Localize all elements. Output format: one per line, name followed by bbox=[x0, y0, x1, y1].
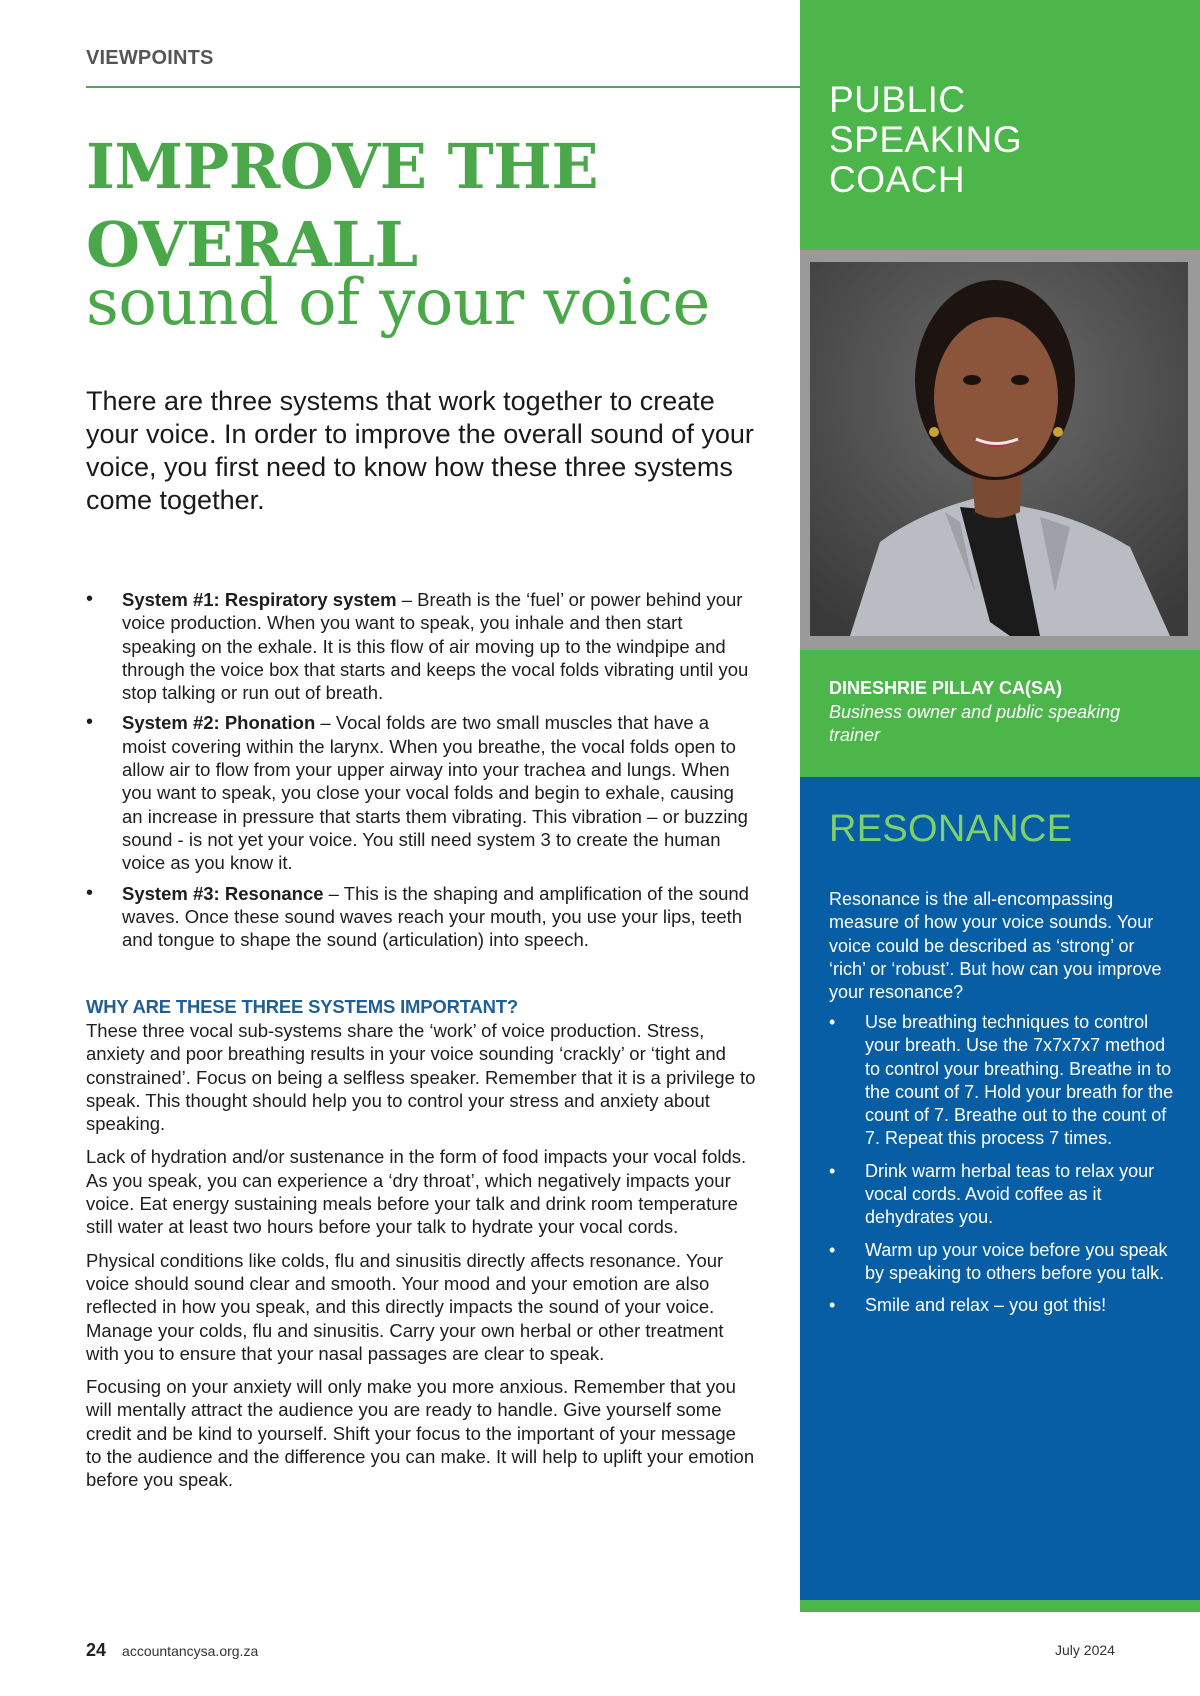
author-photo bbox=[810, 262, 1188, 636]
body-paragraph: Lack of hydration and/or sustenance in the form of food impacts your vocal folds. As you speak, you can experience a ‘dry throat’, which negatively impacts your voice. Eat energy sustaining meals before your talk and drink room temperature still water at least two hours before your talk to hydrate your vocal cords. bbox=[86, 1146, 747, 1238]
title-line-3: sound of your voice bbox=[86, 266, 710, 340]
list-item bbox=[86, 588, 756, 704]
page-number: 24 bbox=[86, 1640, 107, 1660]
title-line-1: IMPROVE THE bbox=[86, 130, 599, 203]
systems-list bbox=[86, 588, 756, 958]
footer-left bbox=[86, 1640, 258, 1661]
resonance-heading: RESONANCE bbox=[829, 808, 1073, 850]
section-label: VIEWPOINTS bbox=[86, 47, 214, 69]
article-lead: There are three systems that work together to create your voice. In order to improve the overall sound of your voice, you first need to know how these three systems come together. bbox=[86, 386, 754, 515]
list-item: • Use breathing techniques to control your breath. Use the 7x7x7x7 method to control your breathing. Breathe in to the count of 7. Hold your breath for the count of 7. Breathe out to the count of 7. Repeat this process 7 times. bbox=[829, 1011, 1174, 1151]
resonance-tips bbox=[829, 1011, 1174, 1327]
list-item: • Smile and relax – you got this! bbox=[829, 1294, 1174, 1317]
article-body bbox=[86, 1019, 756, 1502]
system-text: – Breath is the ‘fuel’ or power behind your voice production. When you want to speak, you inhale and then start speaking on the exhale. It is this flow of air moving up to the windpipe and through the voice box that starts and keeps the vocal folds vibrating until you stop talking or run out of breath. bbox=[122, 589, 749, 704]
author-role: Business owner and public speaking trainer bbox=[829, 702, 1121, 745]
system-label: System #2: Phonation bbox=[122, 712, 316, 734]
list-item bbox=[86, 882, 756, 952]
article-title bbox=[86, 128, 710, 338]
sidebar-title-line: COACH bbox=[829, 159, 966, 200]
header-divider bbox=[86, 86, 800, 88]
body-paragraph: Physical conditions like colds, flu and sinusitis directly affects resonance. Your voice should sound clear and smooth. Your mood and your emotion are also reflected in how you speak, and this directly impacts the sound of your voice. Manage your colds, flu and sinusitis. Carry your own herbal or other treatment with you to ensure that your nasal passages are clear to speak. bbox=[86, 1249, 724, 1364]
footer-website: accountancysa.org.za bbox=[122, 1643, 259, 1659]
system-text: – This is the shaping and amplification of the sound waves. Once these sound waves reach your mouth, you use your lips, teeth and tongue to shape the sound (articulation) into speech. bbox=[122, 882, 749, 951]
list-item bbox=[86, 711, 756, 874]
body-paragraph: These three vocal sub-systems share the ‘work’ of voice production. Stress, anxiety and poor breathing results in your voice sounding ‘crackly’ or ‘tight and constrained’. Focus on being a selfless speaker. Remember that it is a privilege to speak. This thought should help you to control your stress and anxiety about speaking. bbox=[86, 1020, 756, 1135]
system-label: System #3: Resonance bbox=[122, 882, 324, 904]
title-line-2: OVERALL bbox=[86, 208, 418, 281]
sidebar-bottom-bar bbox=[800, 1600, 1200, 1612]
list-item: • Drink warm herbal teas to relax your vocal cords. Avoid coffee as it dehydrates you. bbox=[829, 1160, 1174, 1230]
body-paragraph: Focusing on your anxiety will only make you more anxious. Remember that you will mentally attract the audience you are ready to handle. Give yourself some credit and be kind to yourself. Shift your focus to the important of your message to the audience and the difference you can make. It will help to uplift your emotion before you speak. bbox=[86, 1376, 755, 1491]
sidebar-title bbox=[829, 80, 1022, 200]
system-text: – Vocal folds are two small muscles that have a moist covering within the larynx. When you breathe, the vocal folds open to allow air to flow from your upper airway into your trachea and lungs. When you want to speak, you close your vocal folds and begin to exhale, causing an increase in pressure that starts them vibrating. This vibration – or buzzing sound - is not yet your voice. You still need system 3 to create the human voice as you know it. bbox=[122, 712, 748, 874]
system-label: System #1: Respiratory system bbox=[122, 589, 397, 610]
list-item: • Warm up your voice before you speak by speaking to others before you talk. bbox=[829, 1239, 1174, 1286]
footer-date: July 2024 bbox=[1055, 1642, 1115, 1658]
sidebar-title-line: SPEAKING bbox=[829, 119, 1023, 160]
sidebar-title-line: PUBLIC bbox=[829, 79, 966, 120]
resonance-intro: Resonance is the all-encompassing measure of how your voice sounds. Your voice could be described as ‘strong’ or ‘rich’ or ‘robust’. But how can you improve your resonance? bbox=[829, 889, 1162, 1003]
author-name: DINESHRIE PILLAY CA(SA) bbox=[829, 678, 1063, 698]
why-heading: WHY ARE THESE THREE SYSTEMS IMPORTANT? bbox=[86, 996, 518, 1017]
